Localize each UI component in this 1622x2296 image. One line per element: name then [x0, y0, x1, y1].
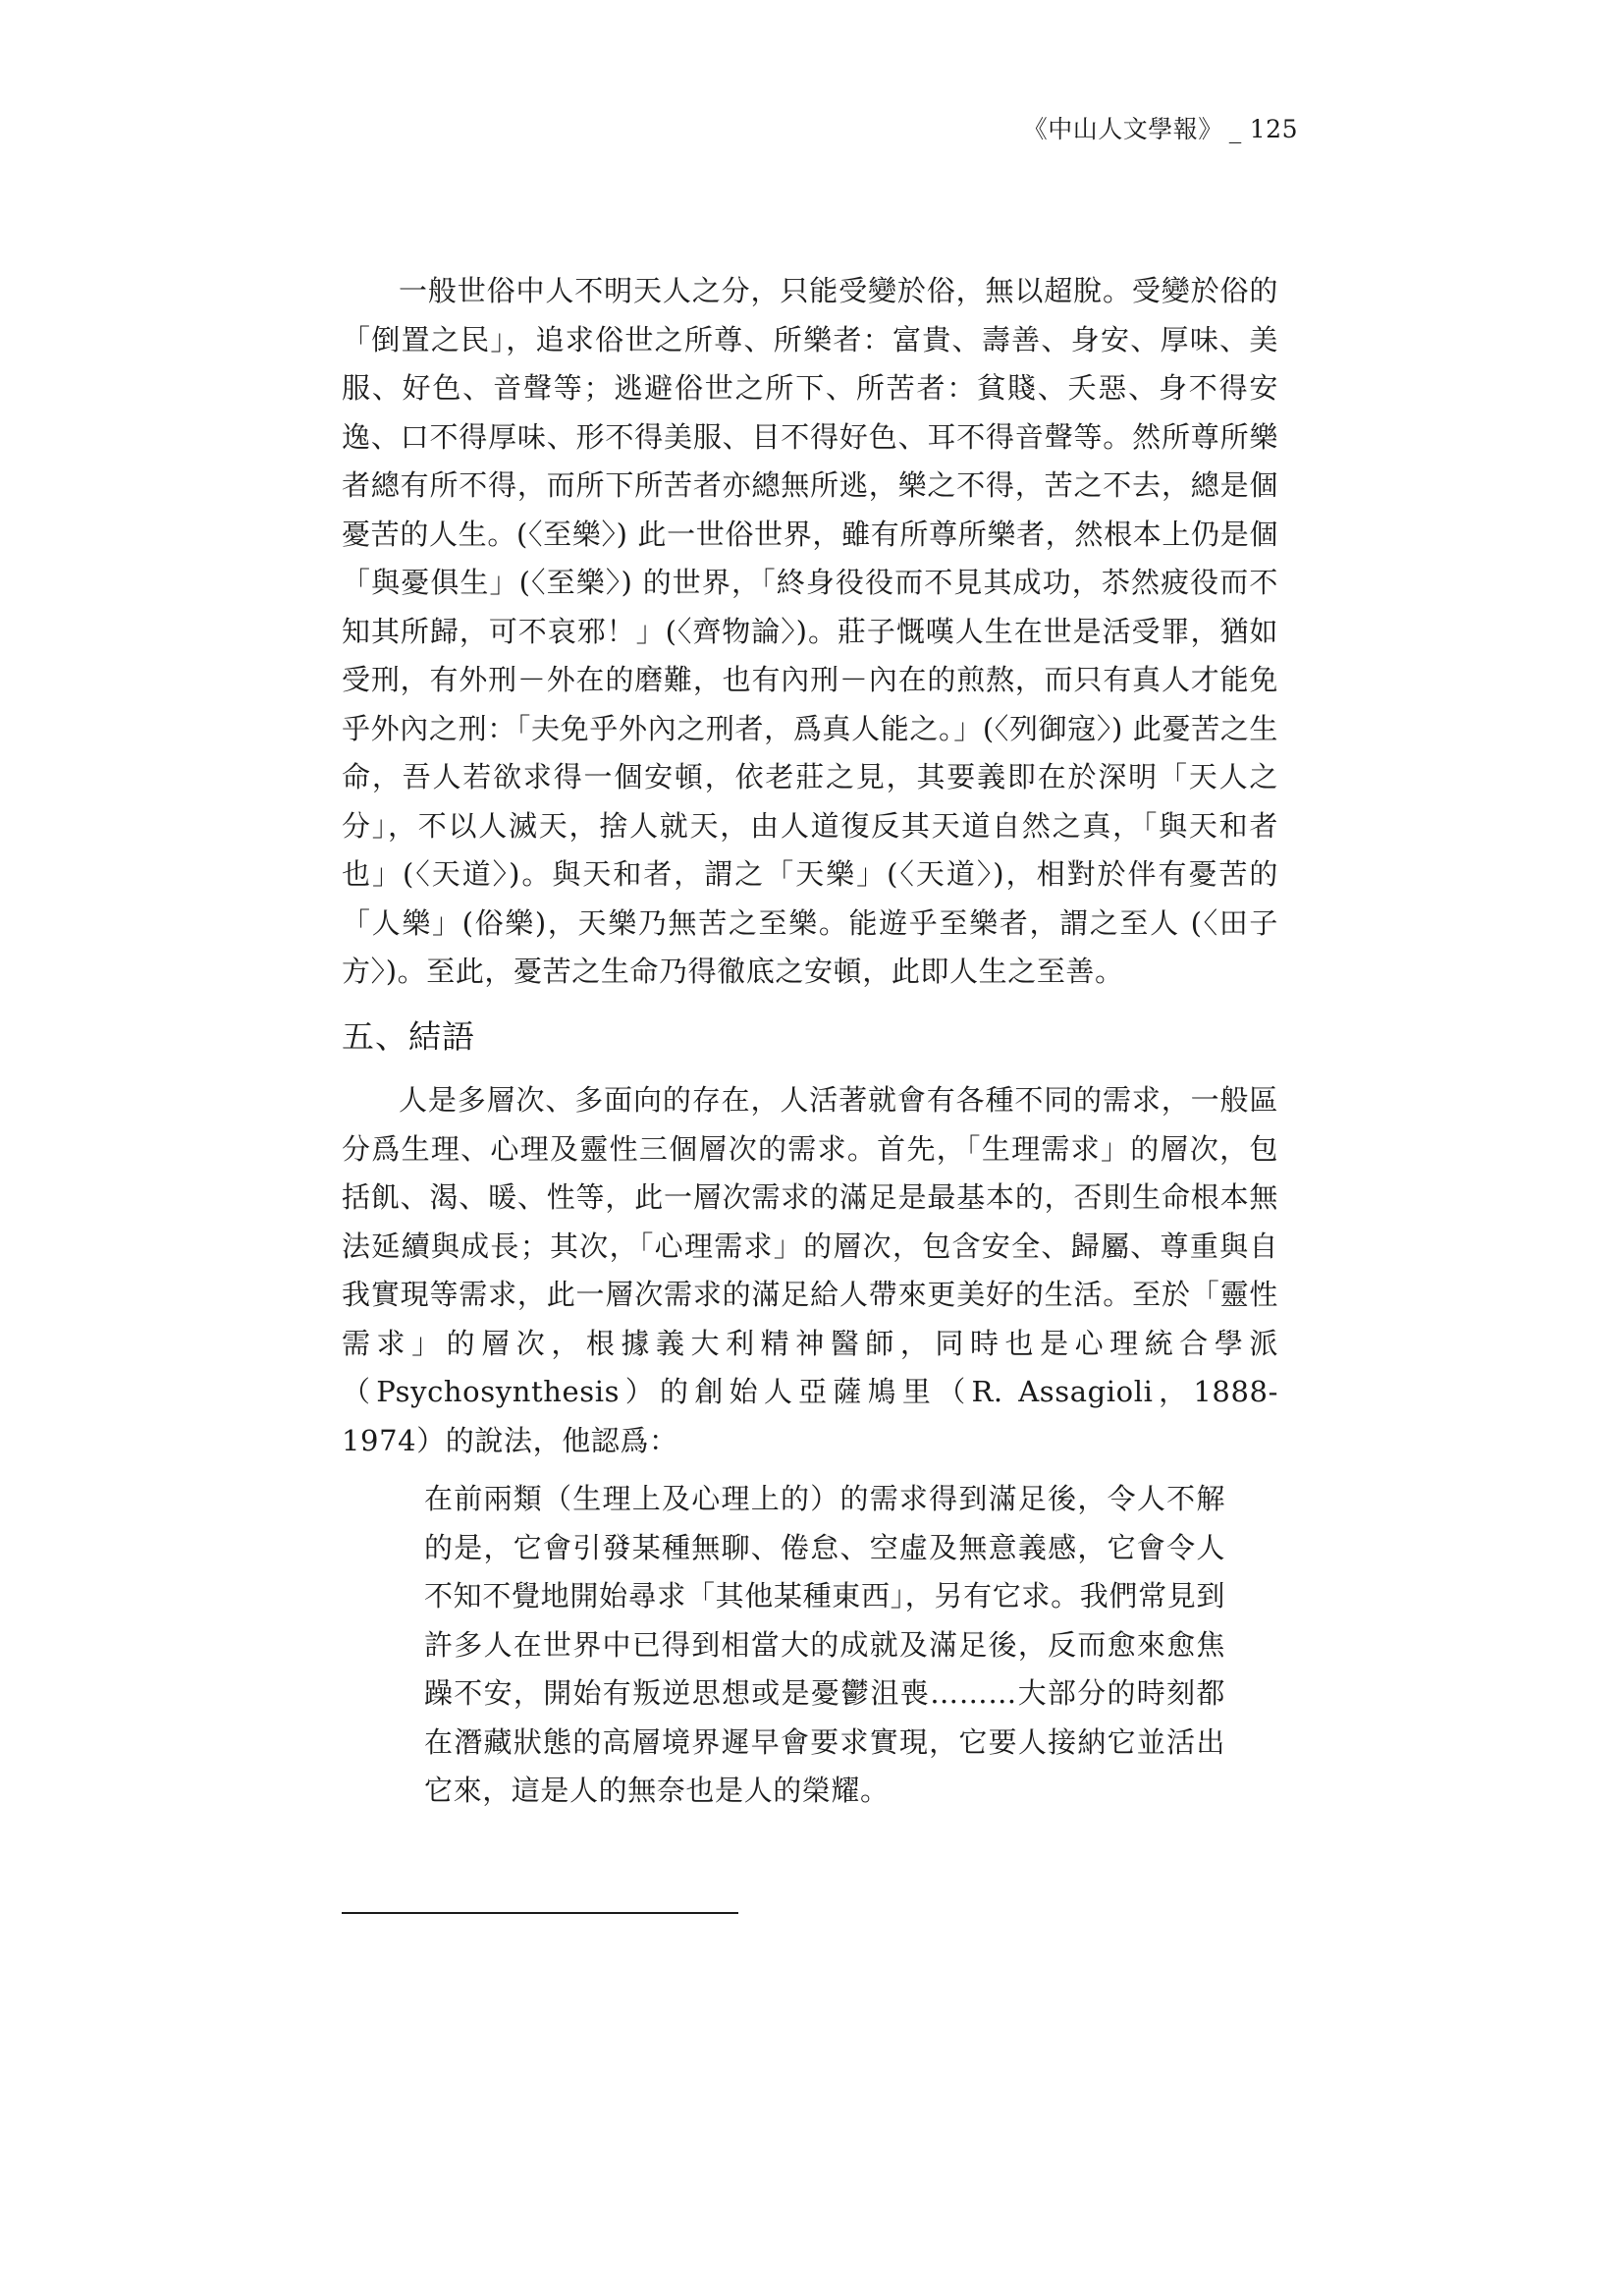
running-header — [1023, 110, 1298, 145]
journal-title: 《中山人文學報》 — [1022, 115, 1223, 143]
header-separator: _ — [1228, 115, 1242, 143]
body-paragraph-1: 一般世俗中人不明天人之分，只能受變於俗，無以超脫。受變於俗的「倒置之民」，追求俗世之所尊、所樂者：富貴、壽善、身安、厚味、美服、好色、音聲等；逃避俗世之所下、所苦者：貧賤、夭惡、身不得安逸、口不得厚味、形不得美服、目不得好色、耳不得音聲等。然所尊所樂者總有所不得，而所下所苦者亦總無所逃，樂之不得，苦之不去，總是個憂苦的人生。(〈至樂〉) 此一世俗世界，雖有所尊所樂者，然根本上仍是個「與憂俱生」(〈至樂〉) 的世界，「終身役役而不見其成功，苶然疲役而不知其所歸，可不哀邪！」(〈齊物論〉)。莊子慨嘆人生在世是活受罪，猶如受刑，有外刑－外在的磨難，也有內刑－內在的煎熬，而只有真人才能免乎外內之刑：「夫免乎外內之刑者，爲真人能之。」(〈列御寇〉) 此憂苦之生命，吾人若欲求得一個安頓，依老莊之見，其要義即在於深明「天人之分」，不以人滅天，捨人就天，由人道復反其天道自然之真，「與天和者也」(〈天道〉)。與天和者，謂之「天樂」(〈天道〉)，相對於伴有憂苦的「人樂」(俗樂)，天樂乃無苦之至樂。能遊乎至樂者，謂之至人 (〈田子方〉)。至此，憂苦之生命乃得徹底之安頓，此即人生之至善。 — [342, 274, 1278, 988]
footnote-divider — [342, 1912, 738, 1914]
page-number: 125 — [1249, 115, 1298, 143]
body-paragraph-2: 人是多層次、多面向的存在，人活著就會有各種不同的需求，一般區分爲生理、心理及靈性三個層次的需求。首先，「生理需求」的層次，包括飢、渴、暖、性等，此一層次需求的滿足是最基本的，否則生命根本無法延續與成長；其次，「心理需求」的層次，包含安全、歸屬、尊重與自我實現等需求，此一層次需求的滿足給人帶來更美好的生活。至於「靈性需求」的層次，根據義大利精神醫師，同時也是心理統合學派（Psychosynthesis）的創始人亞薩鳩里（R. Assagioli，1888-1974）的說法，他認爲： — [342, 1083, 1278, 1457]
section-heading: 五、結語 — [342, 1017, 475, 1056]
block-quote: 在前兩類（生理上及心理上的）的需求得到滿足後，令人不解的是，它會引發某種無聊、倦怠、空虛及無意義感，它會令人不知不覺地開始尋求「其他某種東西」，另有它求。我們常見到許多人在世界中已得到相當大的成就及滿足後，反而愈來愈焦躁不安，開始有叛逆思想或是憂鬱沮喪………大部分的時刻都在潛藏狀態的高層境界遲早會要求實現，它要人接納它並活出它來，這是人的無奈也是人的榮耀。 — [424, 1482, 1225, 1807]
